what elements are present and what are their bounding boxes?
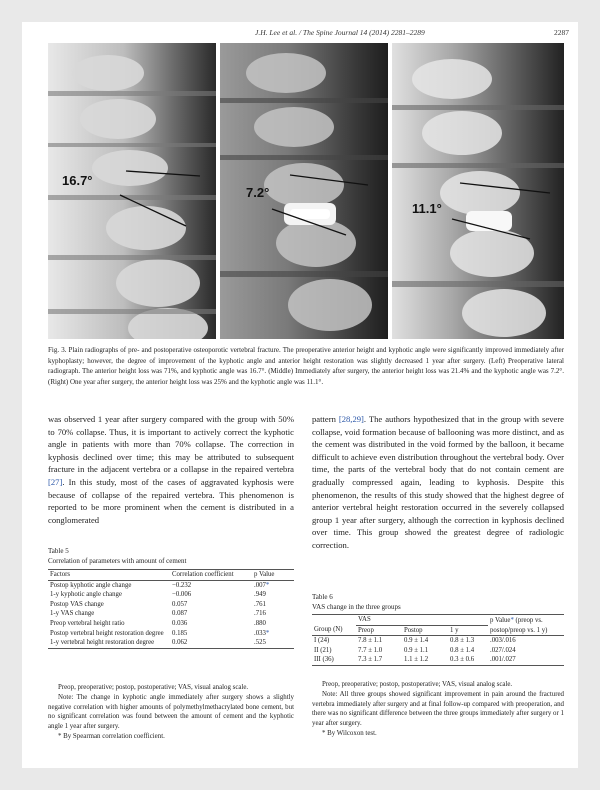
table6-header-p-star: * <box>510 617 514 624</box>
table5-p <box>252 590 294 600</box>
table6-header-preop: Preop <box>358 626 374 634</box>
table5-coef: 0.185 <box>172 629 188 637</box>
table6-1y: 0.3 ± 0.6 <box>450 656 475 664</box>
table6-header-p-a: p Value <box>490 617 511 624</box>
table5-note-abbrev: Preop, preoperative; postop, postoperative; VAS, visual analog scale. <box>58 684 249 691</box>
table5-p <box>252 600 294 610</box>
table-row <box>48 580 294 590</box>
table5-p <box>252 580 294 590</box>
table6-p: .027/.024 <box>490 646 516 654</box>
table5-p-value: .716 <box>254 610 266 618</box>
table-row <box>48 590 294 600</box>
table5-factor: Preop vertebral height ratio <box>50 619 125 627</box>
table5-p <box>252 619 294 629</box>
table5-coef: −0.232 <box>172 581 192 589</box>
table6-p: .001/.027 <box>490 656 516 664</box>
radiograph-immediately-after <box>220 43 388 339</box>
table5-p <box>252 638 294 648</box>
table5-title: Correlation of parameters with amount of cement <box>48 557 187 565</box>
table6-header-p-c: postop/preop vs. 1 y) <box>490 626 548 634</box>
table5-note-main: Note: The change in kyphotic angle immediately after surgery shows a slightly negative correlation with higher amounts of polymethylmethacrylated bone cement, but no significant correlation was found between the amount of cement and the kyphotic angle 1 year after surgery. <box>48 693 294 731</box>
table6-note-abbrev: Preop, preoperative; postop, postoperative; VAS, visual analog scale. <box>322 681 513 688</box>
table-row <box>312 646 564 656</box>
radiograph-one-year-after <box>392 43 564 339</box>
citation-link-28-29[interactable]: [28,29] <box>338 414 364 424</box>
table6-preop: 7.8 ± 1.1 <box>358 637 383 645</box>
table5-p <box>252 629 294 639</box>
table6-preop: 7.3 ± 1.7 <box>358 656 383 664</box>
table5-heading <box>48 546 186 566</box>
page-number: 2287 <box>554 28 569 37</box>
table5-factor: 1-y kyphotic angle change <box>50 591 122 599</box>
table6-preop: 7.7 ± 1.0 <box>358 646 383 654</box>
table5-factor: Postop vertebral height restoration degree <box>50 629 164 637</box>
significance-marker: * <box>265 581 270 589</box>
table5-footnote: * By Spearman correlation coefficient. <box>58 732 165 740</box>
table5-factor: 1-y VAS change <box>50 610 95 618</box>
table6-header-vas: VAS <box>356 615 488 626</box>
angle-label-preop: 16.7° <box>62 173 93 188</box>
table5-factor: Postop kyphotic angle change <box>50 581 132 589</box>
table5-coef: 0.036 <box>172 619 188 627</box>
table5-coef: 0.057 <box>172 600 188 608</box>
significance-marker: * <box>265 629 270 637</box>
table6-group: II (21) <box>314 646 332 654</box>
table5-notes <box>48 683 294 742</box>
angle-label-one-year: 11.1° <box>412 201 442 216</box>
table6-header-postop: Postop <box>404 626 423 634</box>
table-row <box>48 609 294 619</box>
table5-coef: 0.062 <box>172 639 188 647</box>
table5-factor: Postop VAS change <box>50 600 104 608</box>
table6-header-1y: 1 y <box>450 626 459 634</box>
table6-1y: 0.8 ± 1.4 <box>450 646 475 654</box>
table6 <box>312 614 564 666</box>
table5-p-value: .525 <box>254 639 266 647</box>
left-text-a: was observed 1 year after surgery compared with the group with 50% to 70% collapse. Thus, it is important to actively correct the kyphotic angle in patients with more than 70% collapse. The correction in kyphosis declined over time; this may be attributed to subsequent fracture in the adjacent vertebra or a collapse in the repaired vertebra <box>48 414 294 475</box>
table6-postop: 1.1 ± 1.2 <box>404 656 429 664</box>
table6-notes <box>312 680 564 739</box>
table-row <box>312 636 564 646</box>
table-row <box>48 600 294 610</box>
table-row <box>48 629 294 639</box>
table6-postop: 0.9 ± 1.1 <box>404 646 429 654</box>
table-row <box>48 619 294 629</box>
table5-label: Table 5 <box>48 547 69 555</box>
table6-p: .003/.016 <box>490 637 516 645</box>
table6-note-main: Note: All three groups showed significant improvement in pain around the fractured vertebra immediately after surgery and at final follow-up compared with preoperation, and there was no significant difference between the three groups immediately after surgery or 1 year after surgery. <box>312 690 564 728</box>
table5-header-factors: Factors <box>50 571 71 578</box>
table6-heading <box>312 592 401 612</box>
angle-label-postop: 7.2° <box>246 185 270 200</box>
table5 <box>48 569 294 649</box>
table6-header-p-b: (preop vs. <box>513 617 543 624</box>
table6-group: III (36) <box>314 656 334 664</box>
right-text-b: . The authors hypothesized that in the group with severe collapse, void formation because of ballooning was more distinct, and as the cement was distributed in the void formed by the balloon, it became difficult to achieve even distribution throughout the vertebral body. Over time, the parts of the vertebral body that do not contain cement are gradually compressed again, leading to kyphosis. Despite this phenomenon, the results of this study showed that the highest degree of anterior vertebral height restoration occurred in the severely collapsed group 1 year after surgery, although the correction in kyphosis declined over time. This group showed the greatest degree of radiologic correction. <box>312 414 564 550</box>
table6-label: Table 6 <box>312 593 333 601</box>
right-text-a: pattern <box>312 414 339 424</box>
table6-group-spacer <box>312 615 356 626</box>
table5-p-value: .007 <box>254 581 266 589</box>
running-title: J.H. Lee et al. / The Spine Journal 14 (2014) 2281–2289 <box>255 28 425 37</box>
table6-footnote: * By Wilcoxon test. <box>322 729 377 737</box>
table5-p-value: .949 <box>254 591 266 599</box>
table5-factor: 1-y vertebral height restoration degree <box>50 639 155 647</box>
table6-header-group: Group (N) <box>314 626 343 634</box>
table5-p-value: .761 <box>254 600 266 608</box>
table6-postop: 0.9 ± 1.4 <box>404 637 429 645</box>
table5-p-value: .880 <box>254 619 266 627</box>
table6-header-p <box>488 615 564 636</box>
figure-caption: Fig. 3. Plain radiographs of pre- and postoperative osteoporotic vertebral fracture. The preoperative anterior height and kyphotic angle were significantly improved immediately after kyphoplasty; however, the degree of improvement of the kyphotic angle and anterior height restoration was slightly decreased 1 year after surgery. (Left) Preoperative lateral radiograph. The anterior height loss was 71%, and kyphotic angle was 16.7°. (Middle) Immediately after surgery, the anterior height loss was 21.4% and the kyphotic angle was 7.2°. (Right) One year after surgery, the anterior height loss was 25% and the kyphotic angle was 11.1°. <box>48 346 564 386</box>
left-text-b: . In this study, most of the cases of aggravated kyphosis were because of collapse of the repaired vertebra. This phenomenon is reported to be more prominent when the cement is distributed in a conglomerated <box>48 476 294 525</box>
table6-title: VAS change in the three groups <box>312 603 401 611</box>
radiograph-preoperative <box>48 43 216 339</box>
table6-1y: 0.8 ± 1.3 <box>450 637 475 645</box>
right-column-text <box>312 413 564 552</box>
table5-header-coef: Correlation coefficient <box>172 571 234 578</box>
table5-coef: −0.006 <box>172 591 192 599</box>
citation-link-27[interactable]: [27] <box>48 476 63 487</box>
table5-p <box>252 609 294 619</box>
table6-group: I (24) <box>314 637 330 645</box>
table5-p-value: .033 <box>254 629 266 637</box>
figure-3 <box>48 43 564 339</box>
table-row <box>312 655 564 665</box>
table5-coef: 0.087 <box>172 610 188 618</box>
table-row <box>48 638 294 648</box>
table5-header-p: p Value <box>254 571 275 578</box>
left-column-text <box>48 413 294 526</box>
